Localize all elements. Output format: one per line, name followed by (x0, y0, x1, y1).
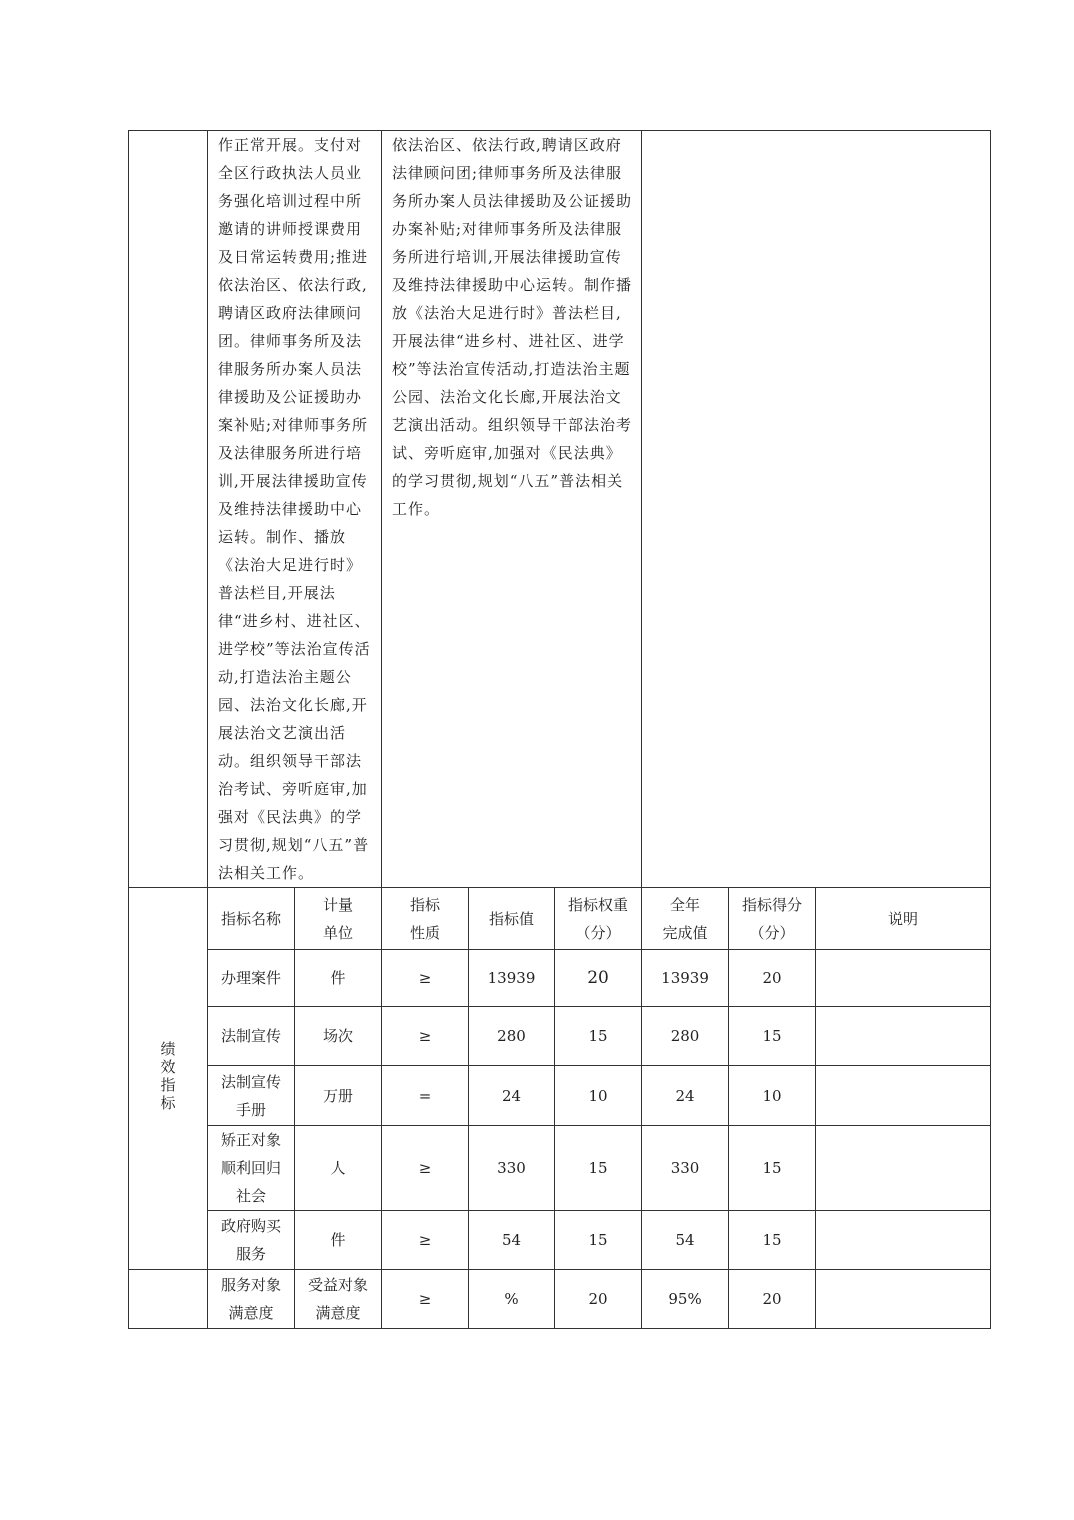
performance-table (128, 130, 991, 1329)
cell-unit (295, 1126, 382, 1211)
detail-content-cell: 依法治区、依法行政,聘请区政府法律顾问团;律师事务所及法律服务所办案人员法律援助及公证援助办案补贴;对律师事务所及法律服务所进行培训,开展法律援助宣传及维持法律援助中心运转。制作播放《法治大足进行时》普法栏目,开展法律“进乡村、进社区、进学校”等法治宣传活动,打造法治主题公园、法治文化长廊,开展法治文艺演出活动。组织领导干部法治考试、旁听庭审,加强对《民法典》的学习贯彻,规划“八五”普法相关工作。 (382, 131, 642, 888)
cell-completed: 280 (642, 1007, 729, 1066)
cell-score: 20 (729, 1270, 816, 1329)
cell-text: 件 (330, 1231, 346, 1249)
table-row (129, 1066, 991, 1126)
cell-name (208, 1066, 295, 1126)
cell-text: 万册 (322, 1086, 353, 1105)
cell-note (816, 1270, 991, 1329)
header-text: 全年 完成值 (662, 895, 708, 942)
section-label-cell (129, 888, 208, 1270)
cell-text: 受益对象 满意度 (307, 1276, 368, 1322)
cell-value: 54 (469, 1211, 555, 1270)
cell-value: 24 (469, 1066, 555, 1126)
cell-unit (295, 1007, 382, 1066)
table-row (129, 1126, 991, 1211)
cell-name (208, 950, 295, 1007)
header-note (816, 888, 991, 950)
cell-nature: ≥ (382, 1270, 469, 1329)
cell-text: 法制宣传 (220, 1027, 281, 1045)
satisfaction-label-cell (129, 1270, 208, 1329)
cell-score: 10 (729, 1066, 816, 1126)
cell-completed: 330 (642, 1126, 729, 1211)
satisfaction-row (129, 1270, 991, 1329)
cell-nature: ≥ (382, 1007, 469, 1066)
header-score (729, 888, 816, 950)
cell-text: 矫正对象 顺利回归 社会 (220, 1131, 281, 1205)
cell-value: 330 (469, 1126, 555, 1211)
table-row (129, 950, 991, 1007)
cell-name (208, 1126, 295, 1211)
cell-score: 15 (729, 1007, 816, 1066)
cell-score: 20 (729, 950, 816, 1007)
header-row (129, 888, 991, 950)
detail-row (129, 131, 991, 888)
header-nature (382, 888, 469, 950)
cell-completed: 95% (642, 1270, 729, 1329)
cell-text: 服务对象 满意度 (220, 1276, 281, 1322)
header-text: 指标得分 （分） (742, 895, 803, 942)
cell-weight: 20 (555, 1270, 642, 1329)
cell-nature: ≥ (382, 950, 469, 1007)
cell-unit (295, 1270, 382, 1329)
cell-name (208, 1211, 295, 1270)
cell-text: 人 (330, 1159, 346, 1177)
cell-unit (295, 1066, 382, 1126)
section-label: 绩效指标 (160, 1040, 176, 1112)
table-row (129, 1211, 991, 1270)
cell-note (816, 1126, 991, 1211)
header-text: 指标权重 （分） (568, 895, 629, 942)
cell-note (816, 950, 991, 1007)
cell-note (816, 1066, 991, 1126)
header-text: 说明 (888, 909, 919, 928)
cell-value: % (469, 1270, 555, 1329)
cell-unit (295, 1211, 382, 1270)
detail-empty-cell (642, 131, 991, 888)
header-text: 指标值 (488, 909, 534, 928)
cell-weight: 15 (555, 1007, 642, 1066)
cell-weight: 15 (555, 1126, 642, 1211)
cell-note (816, 1007, 991, 1066)
cell-value: 280 (469, 1007, 555, 1066)
detail-content-cell: 作正常开展。支付对全区行政执法人员业务强化培训过程中所邀请的讲师授课费用及日常运转费用;推进依法治区、依法行政,聘请区政府法律顾问团。律师事务所及法律服务所办案人员法律援助及公证援助办案补贴;对律师事务所及法律服务所进行培训,开展法律援助宣传及维持法律援助中心运转。制作、播放《法治大足进行时》普法栏目,开展法律“进乡村、进社区、进学校”等法治宣传活动,打造法治主题公园、法治文化长廊,开展法治文艺演出活动。组织领导干部法治考试、旁听庭审,加强对《民法典》的学习贯彻,规划“八五”普法相关工作。 (208, 131, 382, 888)
cell-name (208, 1270, 295, 1329)
cell-value: 13939 (469, 950, 555, 1007)
cell-text: 件 (330, 969, 346, 987)
cell-nature: ≥ (382, 1126, 469, 1211)
cell-name (208, 1007, 295, 1066)
cell-text: 场次 (322, 1027, 353, 1045)
cell-score: 15 (729, 1126, 816, 1211)
header-name (208, 888, 295, 950)
header-text: 指标名称 (220, 909, 281, 928)
header-weight (555, 888, 642, 950)
cell-nature: = (382, 1066, 469, 1126)
header-text: 指标 性质 (409, 895, 440, 942)
table-row (129, 1007, 991, 1066)
cell-text: 办理案件 (220, 969, 281, 987)
cell-text: 法制宣传 手册 (220, 1072, 281, 1119)
cell-completed: 13939 (642, 950, 729, 1007)
detail-label-cell (129, 131, 208, 888)
header-value (469, 888, 555, 950)
cell-text: 政府购买 服务 (220, 1217, 281, 1263)
cell-completed: 54 (642, 1211, 729, 1270)
cell-score: 15 (729, 1211, 816, 1270)
cell-weight: 20 (555, 950, 642, 1007)
header-text: 计量 单位 (322, 895, 353, 942)
cell-unit (295, 950, 382, 1007)
cell-weight: 15 (555, 1211, 642, 1270)
cell-weight: 10 (555, 1066, 642, 1126)
cell-completed: 24 (642, 1066, 729, 1126)
cell-nature: ≥ (382, 1211, 469, 1270)
header-unit (295, 888, 382, 950)
header-completed (642, 888, 729, 950)
cell-note (816, 1211, 991, 1270)
